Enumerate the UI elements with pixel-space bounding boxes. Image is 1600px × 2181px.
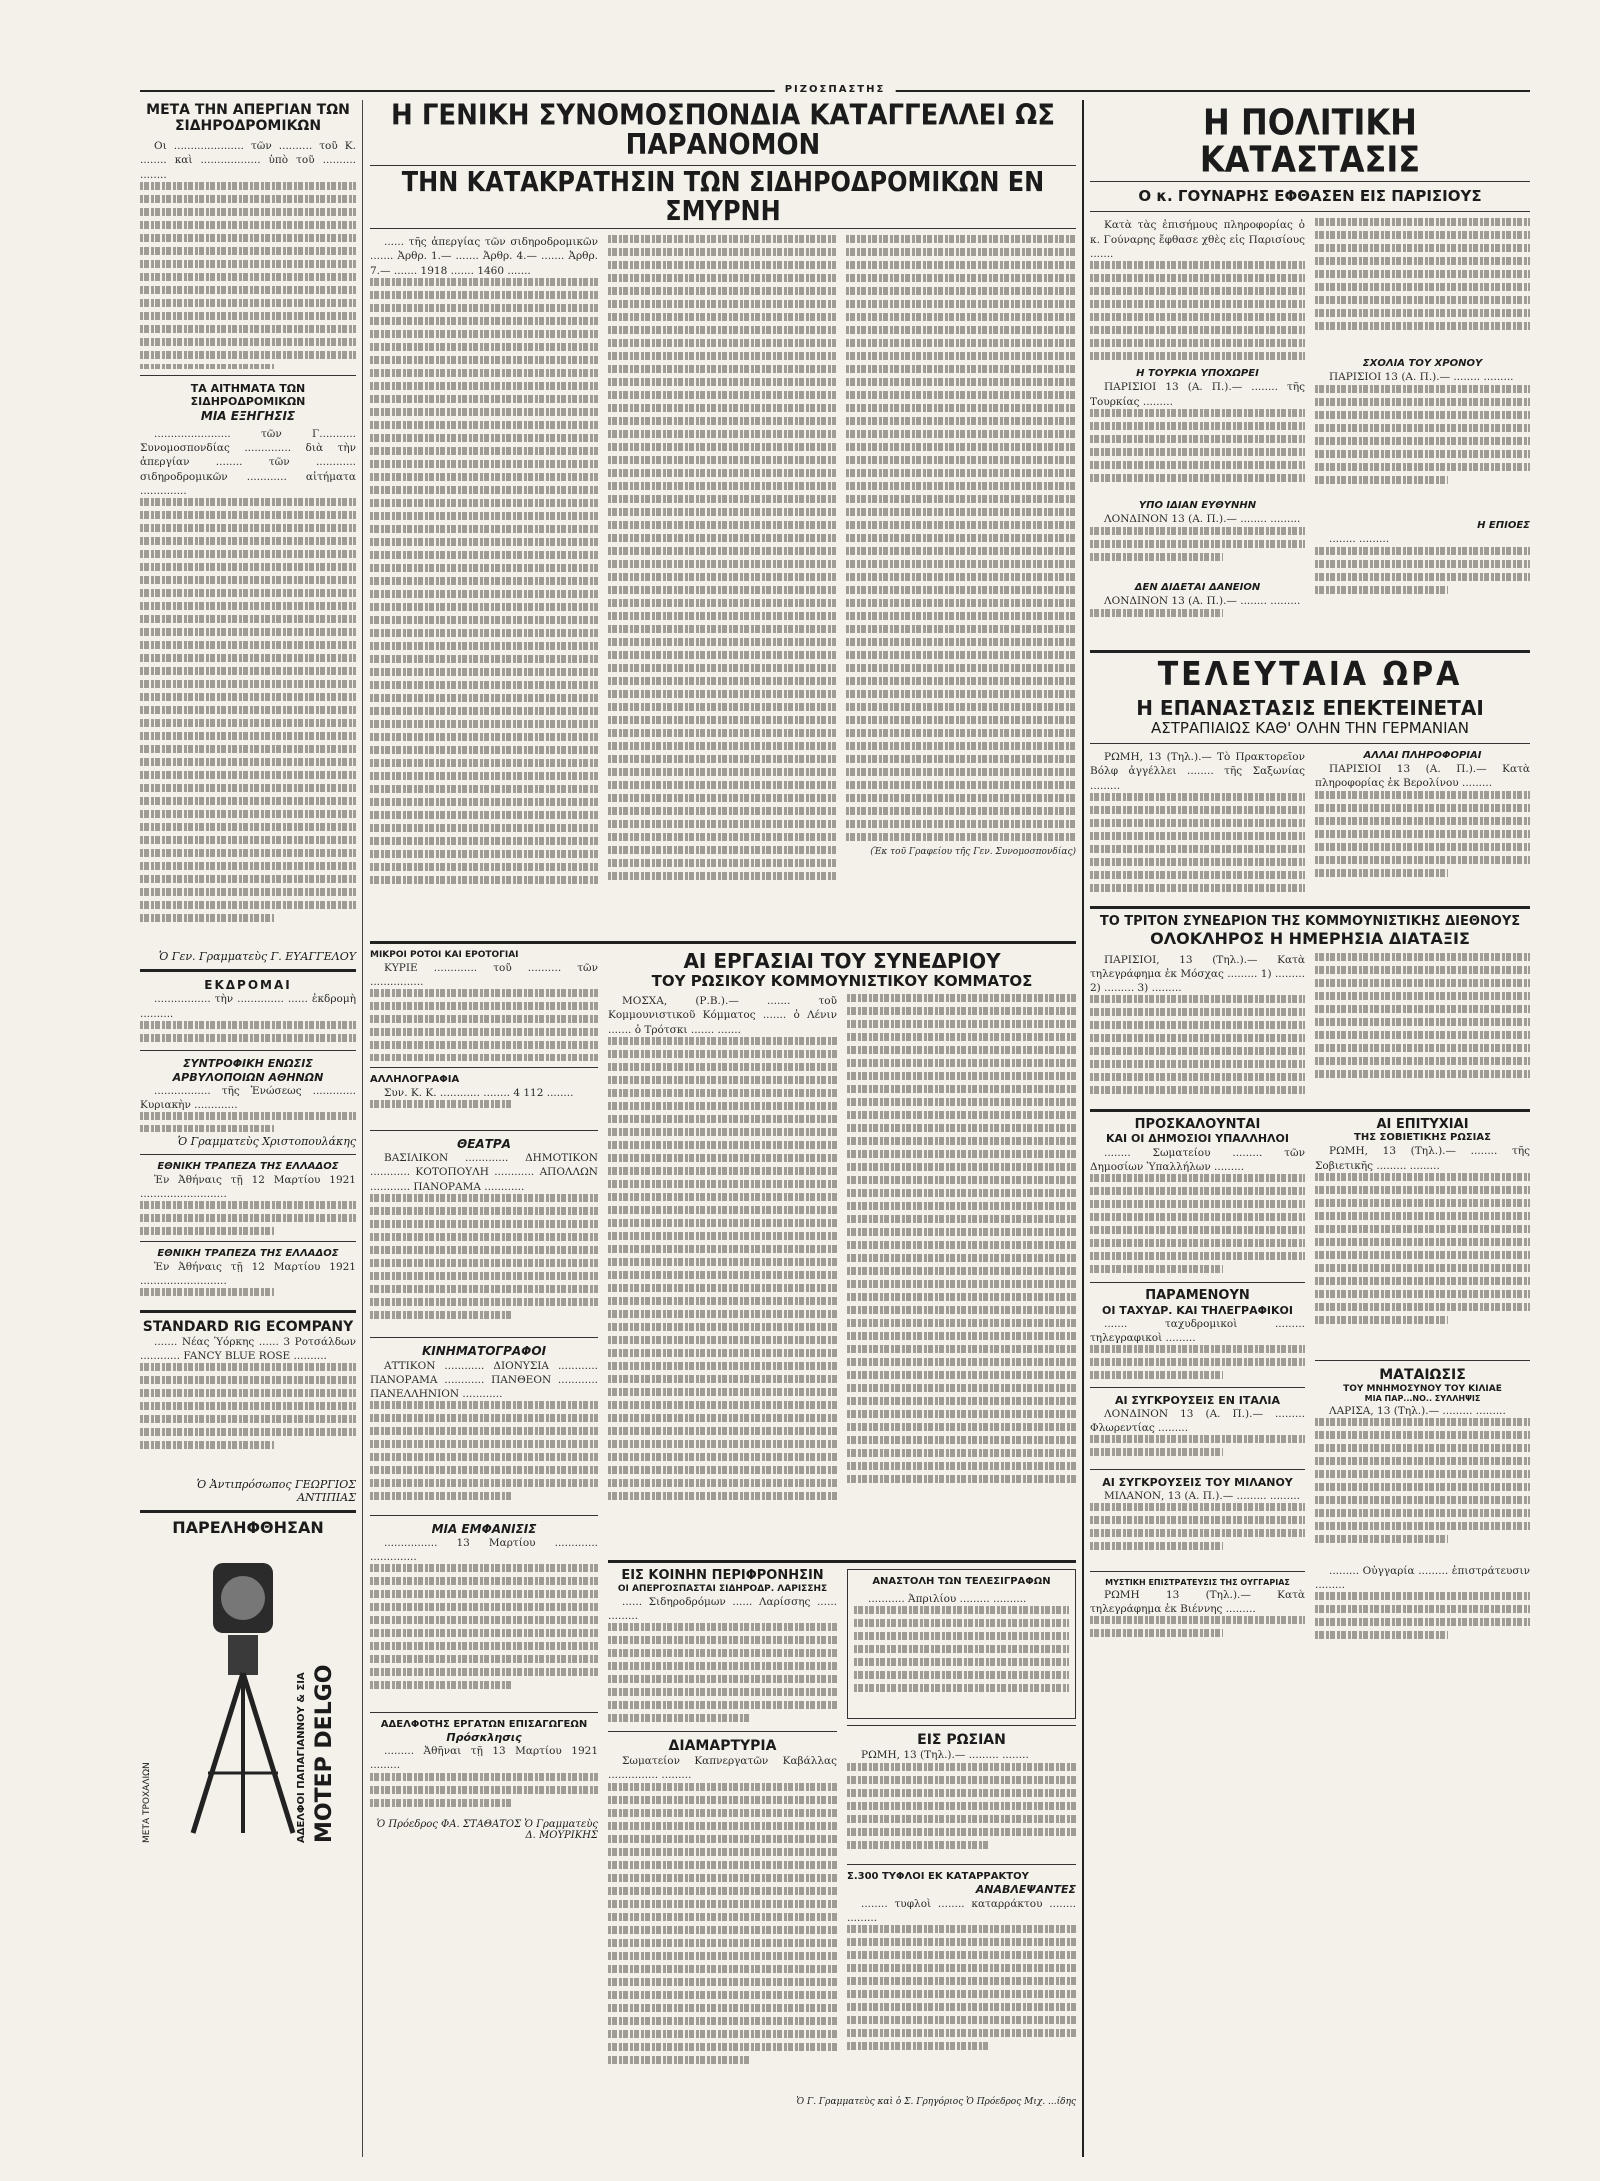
article-heading: Η ΤΟΥΡΚΙΑ ΥΠΟΧΩΡΕΙ [1136,368,1259,380]
article-body [1090,1489,1305,1565]
article-heading: ΑΙ ΕΠΙΤΥΧΙΑΙ [1376,1116,1469,1132]
article-body [1090,750,1305,900]
article-text: Ἐν Ἀθήναις τῇ 12 Μαρτίου 1921 .......................... [140,1173,356,1200]
congress-article [608,994,1076,1554]
article-text-lines [1090,261,1305,360]
article-heading: ΚΙΝΗΜΑΤΟΓΡΑΦΟΙ [421,1344,547,1359]
divider [1090,1571,1305,1572]
article-text-lines [370,1401,598,1500]
article-text-lines [1090,1503,1305,1550]
article-body [1090,953,1305,1103]
column-notices [370,950,598,2107]
article-body [608,1754,837,2094]
divider [370,1337,598,1338]
article-text: ΡΩΜΗ, 13 (Τηλ.).— ......... ........ [861,1749,1029,1762]
article-text-lines [854,1606,1069,1692]
motor-ad [140,1543,356,1853]
article-text: ΡΩΜΗ, 13 (Τηλ.).— ........ τῆς Σοβιετικῆς ......... ......... [1315,1145,1530,1172]
signature: Ὁ Γεν. Γραμματεὺς Γ. ΕΥΑΓΓΕΛΟΥ [158,949,356,963]
divider [370,1130,598,1131]
article-text: ΛΑΡΙΣΑ, 13 (Τηλ.).— ......... ......... [1329,1404,1506,1417]
article-text-lines [1090,1174,1305,1273]
signature: Ὁ Γραμματεὺς Χριστοπουλάκης [177,1134,356,1148]
article-heading: ΤΑ ΑΙΤΗΜΑΤΑ ΤΩΝ ΣΙΔΗΡΟΔΡΟΜΙΚΩΝ [190,382,306,409]
divider [1090,1387,1305,1388]
article-heading: ΜΥΣΤΙΚΗ ΕΠΙΣΤΡΑΤΕΥΣΙΣ ΤΗΣ ΟΥΓΓΑΡΙΑΣ [1105,1578,1290,1588]
article-text: ....................... τῶν Γ........... Συνομοσπονδίας .............. διὰ τὴν ἀπεργίαν ........ τῶν ............ σιδηροδρομικῶν ............ αἰτήματα .............. [140,427,356,498]
ad-line: ΜΕΤΑ ΤΡΟΧΑΛΙΩΝ [142,1762,152,1844]
divider [847,1864,1076,1865]
article-heading: ΑΛΛΗΛΟΓΡΑΦΙΑ [370,1073,460,1085]
masthead-name: ΡΙΖΟΣΠΑΣΤΗΣ [775,84,896,95]
article-text-lines [1315,791,1530,877]
article-heading: ΜΑΤΑΙΩΣΙΣ [1379,1367,1466,1384]
article-text: ΡΩΜΗ, 13 (Τηλ.).— Τὸ Πρακτορεῖον Βόλφ ἀγγέλλει ........ τῆς Σαξωνίας ......... [1090,751,1305,792]
divider [370,941,1076,944]
article-body [1315,762,1530,894]
article-body [1090,380,1305,500]
divider [370,1067,598,1068]
lower-right-right [1315,1118,1530,1648]
article-text-lines [1315,1173,1530,1324]
article-heading: ΜΙΑ ΕΜΦΑΝΙΣΙΣ [431,1521,537,1536]
article-body [370,1086,598,1124]
section-subheadline: Ο κ. ΓΟΥΝΑΡΗΣ ΕΦΘΑΣΕΝ ΕΙΣ ΠΑΡΙΣΙΟΥΣ [1138,187,1482,206]
article-body [370,235,598,935]
article-subheading: ΤΟΥ ΜΝΗΜΟΣΥΝΟΥ ΤΟΥ ΚΙΛΙΑΕ [1343,1383,1502,1394]
article-body [1315,1404,1530,1564]
political-left [1090,218,1305,644]
divider [1090,1469,1305,1470]
article-text: ΛΟΝΔΙΝΟΝ 13 (Α. Π.).— ......... Φλωρεντίας ......... [1090,1407,1305,1435]
article-text: ΚΥΡΙΕ ............. τοῦ .......... τῶν ................ [370,961,598,989]
article-text: ................. τὴν .............. ...... ἐκδρομὴ .......... [140,993,356,1020]
article-text: Κατὰ τὰς ἐπισήμους πληροφορίας ὁ κ. Γούναρης ἔφθασε χθὲς εἰς Παρισίους ....... [1090,219,1305,260]
ad-body [140,1335,356,1475]
divider [608,1731,837,1732]
article-text-lines [608,235,836,880]
article-body [1090,218,1305,368]
article-body [608,1595,837,1725]
article-text-lines [140,1021,356,1044]
article-text: ........... Ἀπριλίου ......... .......... [868,1593,1027,1606]
latest-news-banner: ΤΕΛΕΥΤΑΙΑ ΩΡΑ [1157,655,1463,695]
notice-box [847,1569,1076,1719]
article-text: ΠΑΡΙΣΙΟΙ 13 (Α. Π.).— ........ τῆς Τουρκίας ......... [1090,381,1305,408]
divider [1315,1360,1530,1361]
article-heading: ΕΙΣ ΡΩΣΙΑΝ [917,1732,1006,1749]
divider [370,1515,598,1516]
political-columns [1090,218,1530,644]
article-text: ΒΑΣΙΛΙΚΟΝ ............. ΔΗΜΟΤΙΚΟΝ ............ ΚΟΤΟΠΟΥΛΗ ............ ΑΠΟΛΛΩΝ ............ ΠΑΝΟΡΑΜΑ ............ [370,1152,598,1193]
article-heading: ΣΧΟΛΙΑ ΤΟΥ ΧΡΟΝΟΥ [1362,358,1483,370]
ad-text: ....... Νέας Ὑόρκης ...... 3 Ροτσάλδων ............ FANCY BLUE ROSE .......... [140,1335,356,1363]
article-text: ΜΙΛΑΝΟΝ, 13 (Α. Π.).— ......... ......... [1104,1490,1300,1503]
article-heading: ΤΟ ΤΡΙΤΟΝ ΣΥΝΕΔΡΙΟΝ ΤΗΣ ΚΟΜΜΟΥΝΙΣΤΙΚΗΣ ΔΙΕΘΝΟΥΣ [1099,914,1521,930]
article-subheading: Πρόσκλησις [446,1730,522,1744]
divider [1090,1109,1530,1112]
article-text-lines [1090,995,1305,1094]
main-headline: Η ΓΕΝΙΚΗ ΣΥΝΟΜΟΣΠΟΝΔΙΑ ΚΑΤΑΓΓΕΛΛΕΙ ΩΣ ΠΑΡΑΝΟΜΟΝ [391,99,1055,163]
article-text-lines [847,1763,1076,1849]
article-text-lines [1315,218,1530,330]
article-text-lines [1090,609,1305,617]
divider [1090,1282,1305,1283]
article-body [847,1748,1076,1858]
congress-area [608,950,1076,2107]
article-text: ΠΑΡΙΣΙΟΙ 13 (Α. Π.).— Κατὰ πληροφορίας ἐκ Βερολίνου ......... [1315,763,1530,790]
article-body [370,961,598,1061]
article-text-lines [1315,953,1530,1078]
article-body [140,1260,356,1304]
article-body [847,1897,1076,2057]
article-heading: ΕΚΔΡΟΜΑΙ [204,977,292,992]
article-body [140,1173,356,1235]
article-body [1090,1588,1305,1648]
article-text-lines [1090,1345,1305,1379]
article-body [1090,1317,1305,1381]
divider [1090,650,1530,653]
article-heading: ΑΛΛΑΙ ΠΛΗΡΟΦΟΡΙΑΙ [1363,750,1482,762]
lower-right-columns [1090,1118,1530,1648]
article-text: ...... Σιδηροδρόμων ...... Λαρίσσης ...... ......... [608,1595,837,1623]
divider [370,228,1076,229]
article-text: ................. τῆς Ἑνώσεως ............. Κυριακὴν ............. [140,1084,356,1111]
bottom-articles [608,1569,1076,2094]
article-text-lines [1090,1616,1305,1637]
article-text-lines [1315,1418,1530,1543]
ad-text-lines [140,1363,356,1449]
article-text-lines [608,1623,837,1722]
article-text-lines [140,1112,356,1131]
article-text: ....... ταχυδρομικοὶ ......... τηλεγραφικοὶ ......... [1090,1317,1305,1345]
article-text-lines [140,498,356,922]
divider [140,1510,356,1513]
divider [140,1241,356,1242]
article-text: Οι ..................... τῶν .......... τοῦ Κ. ........ καὶ .................. ὑπὸ τοῦ .......... ........ [140,140,356,181]
article-heading: ΑΙ ΣΥΓΚΡΟΥΣΕΙΣ ΤΟΥ ΜΙΛΑΝΟΥ [1102,1475,1293,1489]
article-subheading: ΟΙ ΑΠΕΡΓΟΣΠΑΣΤΑΙ ΣΙΔΗΡΟΔΡ. ΛΑΡΙΣΣΗΣ [617,1584,828,1595]
article-heading: ΔΕΝ ΔΙΔΕΤΑΙ ΔΑΝΕΙΟΝ [1134,582,1261,594]
article-body [370,1744,598,1816]
article-text-lines [140,1288,356,1296]
divider [847,1725,1076,1726]
article-body [847,994,1076,1554]
article-text-lines [1315,547,1530,594]
article-heading: ΥΠΟ ΙΔΙΑΝ ΕΥΘΥΝΗΝ [1138,500,1257,512]
other-news [1315,750,1530,900]
article-heading: Σ.300 ΤΥΦΛΟΙ ΕΚ ΚΑΤΑΡΡΑΚΤΟΥ [847,1871,1029,1883]
article-body [1315,218,1530,358]
article-text-lines [608,1783,837,2064]
article-text: ........ ......... [1329,533,1390,546]
ad-heading: STANDARD RIG ECOMPANY [142,1318,354,1335]
left-column [140,100,356,1853]
article-text-lines [370,1773,598,1807]
article-heading: ΔΙΑΜΑΡΤΥΡΙΑ [668,1737,777,1754]
article-body [370,1536,598,1706]
article-heading: Η ΕΠΑΝΑΣΤΑΣΙΣ ΕΠΕΚΤΕΙΝΕΤΑΙ [1136,695,1484,720]
article-text-lines [608,1037,837,1500]
divider [140,969,356,972]
article-body [1090,1146,1305,1276]
article-body [1315,532,1530,612]
divider [140,375,356,376]
article-heading: ΘΕΑΤΡΑ [457,1136,511,1151]
masthead [140,84,1530,98]
political-right [1315,218,1530,644]
article-text-lines [1090,527,1305,561]
article-body [1315,370,1530,520]
article-text-lines [370,1564,598,1689]
article-body [1090,594,1305,644]
article-body [1315,953,1530,1103]
signature: Ὁ Πρόεδρος ΦΑ. ΣΤΑΘΑΤΟΣ Ὁ Γραμματεὺς Δ. ΜΟΥΡΙΚΗΣ [376,1819,598,1842]
divider [1090,743,1530,744]
main-subheadline: ΤΗΝ ΚΑΤΑΚΡΑΤΗΣΙΝ ΤΩΝ ΣΙΔΗΡΟΔΡΟΜΙΚΩΝ ΕΝ ΣΜΥΡΝΗ [401,165,1045,227]
article-subheading: ΑΝΑΒΛΕΨΑΝΤΕΣ [975,1883,1076,1897]
divider [140,1310,356,1313]
article-text-lines [1315,385,1530,484]
article-body [140,427,356,947]
ad-title: MOTEP DELGO [312,1664,337,1844]
article-heading: ΑΝΑΣΤΟΛΗ ΤΩΝ ΤΕΛΕΣΙΓΡΑΦΩΝ [872,1576,1051,1588]
main-section [370,100,1076,2107]
article-text: ......... Ἀθῆναι τῇ 13 Μαρτίου 1921 ......... [370,1745,598,1772]
article-subheading: ΤΗΣ ΣΟΒΙΕΤΙΚΗΣ ΡΩΣΙΑΣ [1354,1132,1491,1144]
article-heading: ΕΙΣ ΚΟΙΝΗΝ ΠΕΡΙΦΡΟΝΗΣΙΝ [621,1568,824,1584]
article-text-lines [1315,1592,1530,1639]
article-text: ......... Οὐγγαρία ......... ἐπιστράτευσιν ......... [1315,1564,1530,1592]
article-heading: ΠΑΡΑΜΕΝΟΥΝ [1145,1287,1250,1303]
signature: Ὁ Ἀντιπρόσωπος ΓΕΩΡΓΙΟΣ ΑΝΤΙΠΙΑΣ [196,1477,356,1504]
article-heading: ΜΙΚΡΟΙ ΡΟΤΟΙ ΚΑΙ ΕΡΟΤΟΓΙΑΙ [370,949,519,960]
divider [1090,211,1530,212]
article-subheading: ΜΙΑ ΠΑΡ...ΝΟ.. ΣΥΛΛΗΨΙΣ [1364,1394,1481,1404]
article-subheading: ΚΑΙ ΟΙ ΔΗΜΟΣΙΟΙ ΥΠΑΛΛΗΛΟΙ [1105,1132,1289,1146]
article-body [370,1359,598,1509]
article-heading: ΕΘΝΙΚΗ ΤΡΑΠΕΖΑ ΤΗΣ ΕΛΛΑΔΟΣ [157,1247,339,1259]
article-text-lines [370,278,598,884]
article-heading: ΠΡΟΣΚΑΛΟΥΝΤΑΙ [1134,1116,1261,1132]
article-text-lines [1090,1435,1305,1456]
article-text: ........ τυφλοὶ ........ καταρράκτου ........ ......... [847,1897,1076,1924]
article-text-lines [847,994,1076,1483]
article-heading: ΣΥΝΤΡΟΦΙΚΗ ΕΝΩΣΙΣ ΑΡΒΥΛΟΠΟΙΩΝ ΑΘΗΝΩΝ [172,1057,324,1084]
article-text-lines [846,235,1076,841]
article-body [370,1151,598,1331]
article-text-lines [370,1194,598,1319]
article-text: ΑΤΤΙΚΟΝ ............ ΔΙΟΝΥΣΙΑ ............ ΠΑΝΟΡΑΜΑ ............ ΠΑΝΘΕΟΝ ............ ΠΑΝΕΛΛΗΝΙΟΝ ............ [370,1359,598,1401]
article-body [140,139,356,369]
revolution-columns [1090,750,1530,900]
bottom-right-column [847,1569,1076,2094]
article-body [846,235,1076,935]
article-text: ........ Σωματείου ......... τῶν Δημοσίων Ὑπαλλήλων ......... [1090,1146,1305,1173]
article-body [1090,512,1305,582]
article-heading: ΑΙ ΣΥΓΚΡΟΥΣΕΙΣ ΕΝ ΙΤΑΛΙΑ [1114,1393,1281,1407]
article-text-lines [847,1925,1076,2050]
divider [140,1050,356,1051]
divider [140,1154,356,1155]
article-body [1090,1407,1305,1463]
article-text-lines [1090,409,1305,482]
article-body [140,1084,356,1132]
article-text-lines [370,989,598,1060]
article-text: ΜΟΣΧΑ, (Ρ.Β.).— ....... τοῦ Κομμουνιστικοῦ Κόμματος ....... ὁ Λένιν ....... ὁ Τρότσκι ....... ....... [608,995,837,1036]
article-text-lines [140,1201,356,1234]
article-text-lines [370,1100,598,1108]
column-divider [362,100,363,2157]
article-body [140,992,356,1044]
article-text-lines [140,182,356,369]
article-subheading: ΜΙΑ ΕΞΗΓΗΣΙΣ [200,408,296,423]
column-divider [1082,100,1084,2157]
article-heading: ΑΙ ΕΡΓΑΣΙΑΙ ΤΟΥ ΣΥΝΕΔΡΙΟΥ [683,948,1001,973]
article-body [608,994,837,1554]
article-text: ΛΟΝΔΙΝΟΝ 13 (Α. Π.).— ........ ......... [1104,595,1301,608]
article-heading: Η ΕΠΙΟΕΣ [1477,520,1530,532]
article-subheading: ΑΣΤΡΑΠΙΑΙΩΣ ΚΑΘ' ΟΛΗΝ ΤΗΝ ΓΕΡΜΑΝΙΑΝ [1150,718,1470,737]
article-subheading: ΟΙ ΤΑΧΥΔΡ. ΚΑΙ ΤΗΛΕΓΡΑΦΙΚΟΙ [1101,1303,1293,1317]
bottom-left-column [608,1569,837,2094]
article-body [1315,1144,1530,1354]
article-text: Σωματείον Καπνεργατῶν Καβάλλας ............... ......... [608,1755,837,1782]
article-heading: ΜΕΤΑ ΤΗΝ ΑΠΕΡΓΙΑΝ ΤΩΝ ΣΙΔΗΡΟΔΡΟΜΙΚΩΝ [146,102,350,135]
article-text: ΡΩΜΗ 13 (Τηλ.).— Κατὰ τηλεγράφημα ἐκ Βιέννης ......... [1090,1588,1305,1615]
article-text: ΠΑΡΙΣΙΟΙ 13 (Α. Π.).— ........ ......... [1329,371,1514,384]
ad-heading: ΠΑΡΕΛΗΦΘΗΣΑΝ [172,1517,324,1537]
article-text: ...... τῆς ἀπεργίας τῶν σιδηροδρομικῶν ....... Ἀρθρ. 1.— ....... Ἀρθρ. 4.— ....... Ἀρθρ. 7.— ....... 1918 ....... 1460 ....... [370,235,598,277]
signature: (Ἐκ τοῦ Γραφείου τῆς Γεν. Συνομοσπονδίας) [870,846,1076,857]
article-heading: ΕΘΝΙΚΗ ΤΡΑΠΕΖΑ ΤΗΣ ΕΛΛΑΔΟΣ [157,1160,339,1172]
article-heading: ΑΔΕΛΦΟΤΗΣ ΕΡΓΑΤΩΝ ΕΠΙΣΑΓΩΓΕΩΝ [380,1718,588,1730]
article-text-lines [1090,793,1305,892]
article-text: ΛΟΝΔΙΝΟΝ 13 (Α. Π.).— ........ ......... [1104,513,1301,526]
article-text: ................ 13 Μαρτίου ............. .............. [370,1536,598,1564]
main-article [370,235,1076,935]
article-body [854,1592,1069,1712]
article-subheading: ΤΟΥ ΡΩΣΙΚΟΥ ΚΟΜΜΟΥΝΙΣΤΙΚΟΥ ΚΟΜΜΑΤΟΣ [651,971,1033,990]
lower-right-left [1090,1118,1305,1648]
article-text: Ἐν Ἀθήναις τῇ 12 Μαρτίου 1921 .......................... [140,1260,356,1287]
divider [608,1560,1076,1563]
right-section [1090,100,1530,1648]
article-text: ΠΑΡΙΣΙΟΙ, 13 (Τηλ.).— Κατὰ τηλεγράφημα ἐκ Μόσχας ......... 1) ......... 2) ......... 3) ......... [1090,953,1305,995]
article-body [1315,1564,1530,1644]
section-headline: Η ΠΟΛΙΤΙΚΗ ΚΑΤΑΣΤΑΣΙΣ [1199,101,1421,181]
divider [1090,906,1530,909]
ad-line: ΑΔΕΛΦΟΙ ΠΑΠΑΓΙΑΝΝΟΥ & ΣΙΑ [296,1672,307,1844]
article-text: Συν. Κ. Κ. ............ ........ 4 112 ........ [384,1086,574,1099]
article-body [608,235,836,935]
third-congress-columns [1090,953,1530,1103]
divider [370,1712,598,1713]
article-subheading: ΟΛΟΚΛΗΡΟΣ Η ΗΜΕΡΗΣΙΑ ΔΙΑΤΑΞΙΣ [1150,929,1470,949]
main-lower [370,950,1076,2107]
signature: Ὁ Γ. Γραμματεὺς καὶ ὁ Σ. Γρηγόριος Ὁ Πρόεδρος Μιχ. ...ίδης [796,2097,1076,2108]
divider [1090,181,1530,182]
